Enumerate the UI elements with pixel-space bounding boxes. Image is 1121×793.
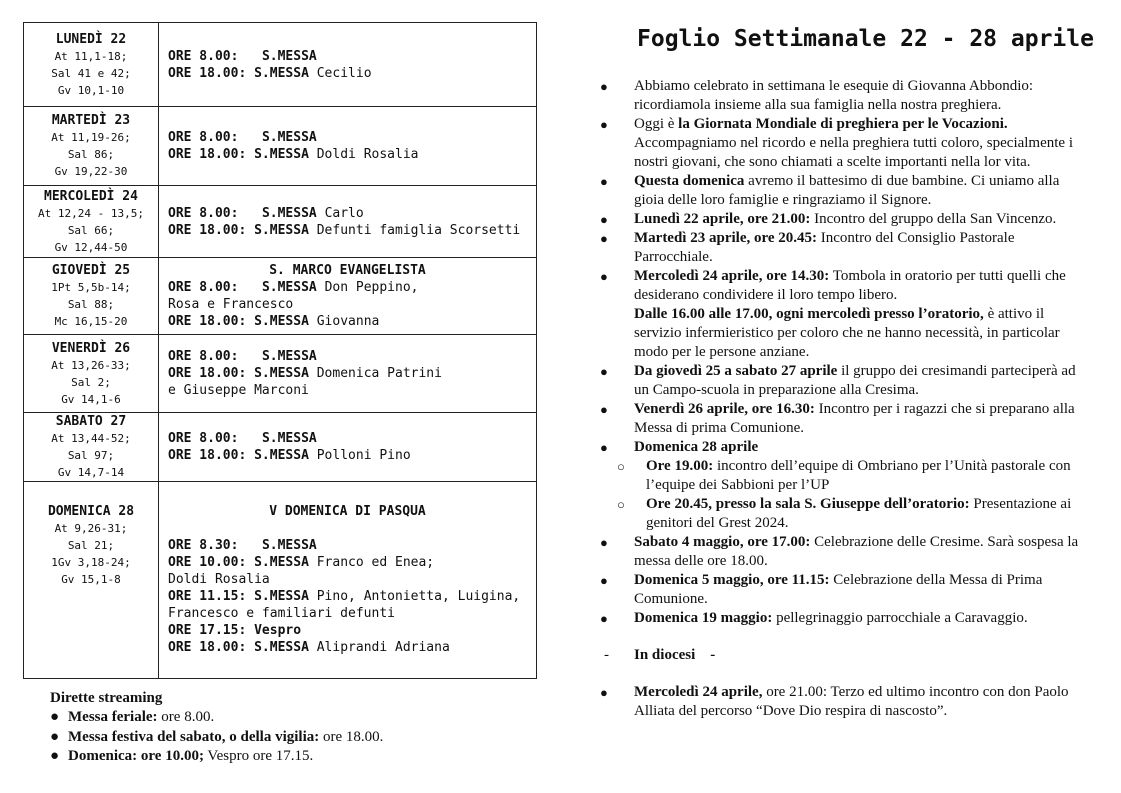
masses-cell	[159, 482, 537, 679]
bullet-icon: ●	[600, 212, 608, 227]
reading: Sal 41 e 42;	[51, 66, 131, 80]
list-item: ● Da giovedì 25 a sabato 27 aprile il gruppo dei cresimandi parteciperà ad un Campo-scuola in preparazione alla Cresima.	[600, 363, 1076, 398]
mass-line-continued: e Giuseppe Marconi	[168, 383, 309, 398]
reading: At 9,26-31;	[54, 522, 128, 535]
reading: Sal 88;	[67, 298, 115, 311]
reading: Sal 66;	[67, 223, 115, 237]
mass-line: ORE 8.30: S.MESSA	[168, 538, 317, 553]
reading: Sal 2;	[71, 375, 111, 389]
reading: At 13,26-33;	[51, 358, 131, 372]
dash-icon: -	[604, 647, 609, 663]
day-name: DOMENICA 28	[47, 504, 135, 519]
mass-line: ORE 18.00: S.MESSA Aliprandi Adriana	[168, 640, 450, 655]
reading: At 12,24 - 13,5;	[38, 206, 144, 220]
mass-line: ORE 18.00: S.MESSA Cecilio	[168, 65, 372, 81]
circle-bullet-icon: ○	[617, 497, 625, 512]
masses-cell	[159, 107, 537, 186]
page-title: Foglio Settimanale 22 - 28 aprile	[637, 26, 1094, 52]
list-item: ● Domenica 5 maggio, ore 11.15: Celebrazione della Messa di Prima Comunione.	[600, 572, 1043, 607]
streaming-title: Dirette streaming	[50, 690, 163, 706]
masses-cell	[159, 335, 537, 413]
feast-title: S. MARCO EVANGELISTA	[269, 263, 426, 278]
table-row	[24, 107, 537, 186]
mass-line: ORE 10.00: S.MESSA Franco ed Enea;	[168, 555, 435, 570]
day-cell	[24, 413, 159, 482]
bullet-icon: ●	[600, 685, 608, 700]
list-item: ● Messa feriale: ore 8.00.	[50, 708, 540, 728]
reading: Gv 15,1-8	[61, 573, 121, 586]
day-name: VENERDÌ 26	[51, 340, 131, 356]
bullet-icon: ●	[600, 573, 608, 588]
reading: 1Gv 3,18-24;	[51, 556, 131, 569]
mass-line-continued: Doldi Rosalia	[168, 572, 270, 587]
mass-line: ORE 11.15: S.MESSA Pino, Antonietta, Luigina,	[168, 589, 521, 604]
masses-cell	[159, 258, 537, 335]
day-cell	[24, 107, 159, 186]
list-item: ● Domenica 19 maggio: pellegrinaggio parrocchiale a Caravaggio.	[600, 610, 1028, 626]
masses-cell	[159, 186, 537, 258]
mass-line: ORE 8.00: S.MESSA	[168, 48, 317, 64]
day-cell	[24, 335, 159, 413]
mass-line: ORE 18.00: S.MESSA Defunti famiglia Scorsetti	[168, 222, 521, 238]
table-row	[24, 482, 537, 679]
day-name: MERCOLEDÌ 24	[44, 188, 138, 204]
mass-line: ORE 8.00: S.MESSA	[168, 349, 317, 364]
day-cell	[24, 186, 159, 258]
reading: Gv 10,1-10	[57, 83, 125, 97]
table-row	[24, 258, 537, 335]
mass-line-continued: Francesco e familiari defunti	[168, 606, 395, 621]
bullet-icon: ●	[600, 535, 608, 550]
reading: Gv 12,44-50	[54, 240, 128, 254]
table-row	[24, 23, 537, 107]
weekly-schedule-table	[23, 22, 537, 679]
reading: Sal 21;	[67, 539, 115, 552]
list-item: ● Abbiamo celebrato in settimana le esequie di Giovanna Abbondio: ricordiamola insieme alla sua famiglia nella nostra preghiera.	[600, 78, 1034, 113]
list-item: ● Oggi è la Giornata Mondiale di preghiera per le Vocazioni. Accompagniamo nel ricordo e nella preghiera tutti coloro, specialmente i nostri giovani, che sono chiamati a scelte importanti nella lor vita.	[600, 116, 1073, 170]
list-item: ● Martedì 23 aprile, ore 20.45: Incontro del Consiglio Pastorale Parrocchiale.	[600, 230, 1015, 265]
list-item: ● Sabato 4 maggio, ore 17.00: Celebrazione delle Cresime. Sarà sospesa la messa delle ore 18.00.	[600, 534, 1079, 569]
table-row	[24, 335, 537, 413]
reading: Sal 97;	[67, 449, 115, 462]
list-item: ● Mercoledì 24 aprile, ore 14.30: Tombola in oratorio per tutti quelli che desiderano condividere il loro tempo libero. Dalle 16.00 alle 17.00, ogni mercoledì presso l’oratorio, è attivo il servizio infermieristico per coloro che ne hanno necessità, in particolar modo per le persone anziane.	[600, 268, 1066, 360]
bullet-icon: ●	[600, 231, 608, 246]
bullet-icon: ●	[600, 269, 608, 284]
table-row	[24, 186, 537, 258]
bullet-icon: ●	[600, 402, 608, 417]
masses-cell	[159, 23, 537, 107]
list-item: ● Domenica: ore 10.00; Vespro ore 17.15.	[50, 747, 540, 767]
day-cell	[24, 23, 159, 107]
mass-line: ORE 17.15: Vespro	[168, 623, 302, 638]
bullet-icon: ●	[50, 709, 60, 725]
notices-list	[600, 77, 1080, 721]
reading: Gv 19,22-30	[54, 165, 128, 178]
mass-line: ORE 8.00: S.MESSA	[168, 431, 317, 446]
mass-line: ORE 8.00: S.MESSA Don Peppino,	[168, 280, 419, 295]
reading: At 11,19-26;	[51, 131, 131, 144]
sub-list-item: ○ Ore 20.45, presso la sala S. Giuseppe dell’oratorio: Presentazione ai genitori del Grest 2024.	[617, 496, 1072, 531]
feast-title: V DOMENICA DI PASQUA	[269, 504, 426, 519]
mass-line: ORE 8.00: S.MESSA Carlo	[168, 205, 364, 221]
day-name: LUNEDÌ 22	[55, 31, 127, 47]
reading: Gv 14,1-6	[61, 392, 121, 406]
mass-line: ORE 18.00: S.MESSA Doldi Rosalia	[168, 147, 419, 162]
reading: Sal 86;	[67, 148, 115, 161]
bullet-icon: ●	[600, 79, 608, 94]
sub-list-item: ○ Ore 19.00: incontro dell’equipe di Ombriano per l’Unità pastorale con l’equipe dei Sabbioni per l’UP	[617, 458, 1071, 493]
reading: 1Pt 5,5b-14;	[51, 281, 131, 294]
bullet-icon: ●	[50, 748, 60, 764]
mass-line: ORE 18.00: S.MESSA Giovanna	[168, 314, 380, 329]
bullet-icon: ●	[50, 728, 60, 745]
list-item: ● Messa festiva del sabato, o della vigilia: ore 18.00.	[50, 728, 540, 748]
list-item: ● Lunedì 22 aprile, ore 21.00: Incontro del gruppo della San Vincenzo.	[600, 211, 1057, 227]
reading: At 13,44-52;	[51, 432, 131, 445]
bullet-icon: ●	[600, 611, 608, 626]
diocese-heading: - In diocesi -	[604, 647, 716, 663]
mass-line: ORE 8.00: S.MESSA	[168, 130, 317, 145]
day-name: MARTEDÌ 23	[51, 113, 131, 128]
streaming-section	[50, 689, 540, 767]
masses-cell	[159, 413, 537, 482]
day-cell	[24, 258, 159, 335]
mass-line: ORE 18.00: S.MESSA Domenica Patrini	[168, 366, 442, 381]
list-item: ● Domenica 28 aprile	[600, 439, 759, 455]
bullet-icon: ●	[600, 174, 608, 189]
reading: Gv 14,7-14	[57, 466, 125, 479]
day-name: SABATO 27	[55, 414, 127, 429]
list-item: ● Mercoledì 24 aprile, ore 21.00: Terzo ed ultimo incontro con don Paolo Alliata del percorso “Dove Dio respira di nascosto”.	[600, 684, 1069, 719]
reading: At 11,1-18;	[54, 49, 128, 63]
bullet-icon: ●	[600, 364, 608, 379]
list-item: ● Venerdì 26 aprile, ore 16.30: Incontro per i ragazzi che si preparano alla Messa di prima Comunione.	[600, 401, 1075, 436]
day-cell	[24, 482, 159, 679]
bullet-icon: ●	[600, 440, 608, 455]
bullet-icon: ●	[600, 117, 608, 132]
list-item: ● Questa domenica avremo il battesimo di due bambine. Ci uniamo alla gioia delle loro famiglie e ringraziamo il Signore.	[600, 173, 1060, 208]
mass-line: ORE 18.00: S.MESSA Polloni Pino	[168, 448, 411, 463]
mass-line-continued: Rosa e Francesco	[168, 297, 294, 312]
table-row	[24, 413, 537, 482]
circle-bullet-icon: ○	[617, 459, 625, 474]
reading: Mc 16,15-20	[54, 315, 128, 328]
day-name: GIOVEDÌ 25	[51, 263, 131, 278]
